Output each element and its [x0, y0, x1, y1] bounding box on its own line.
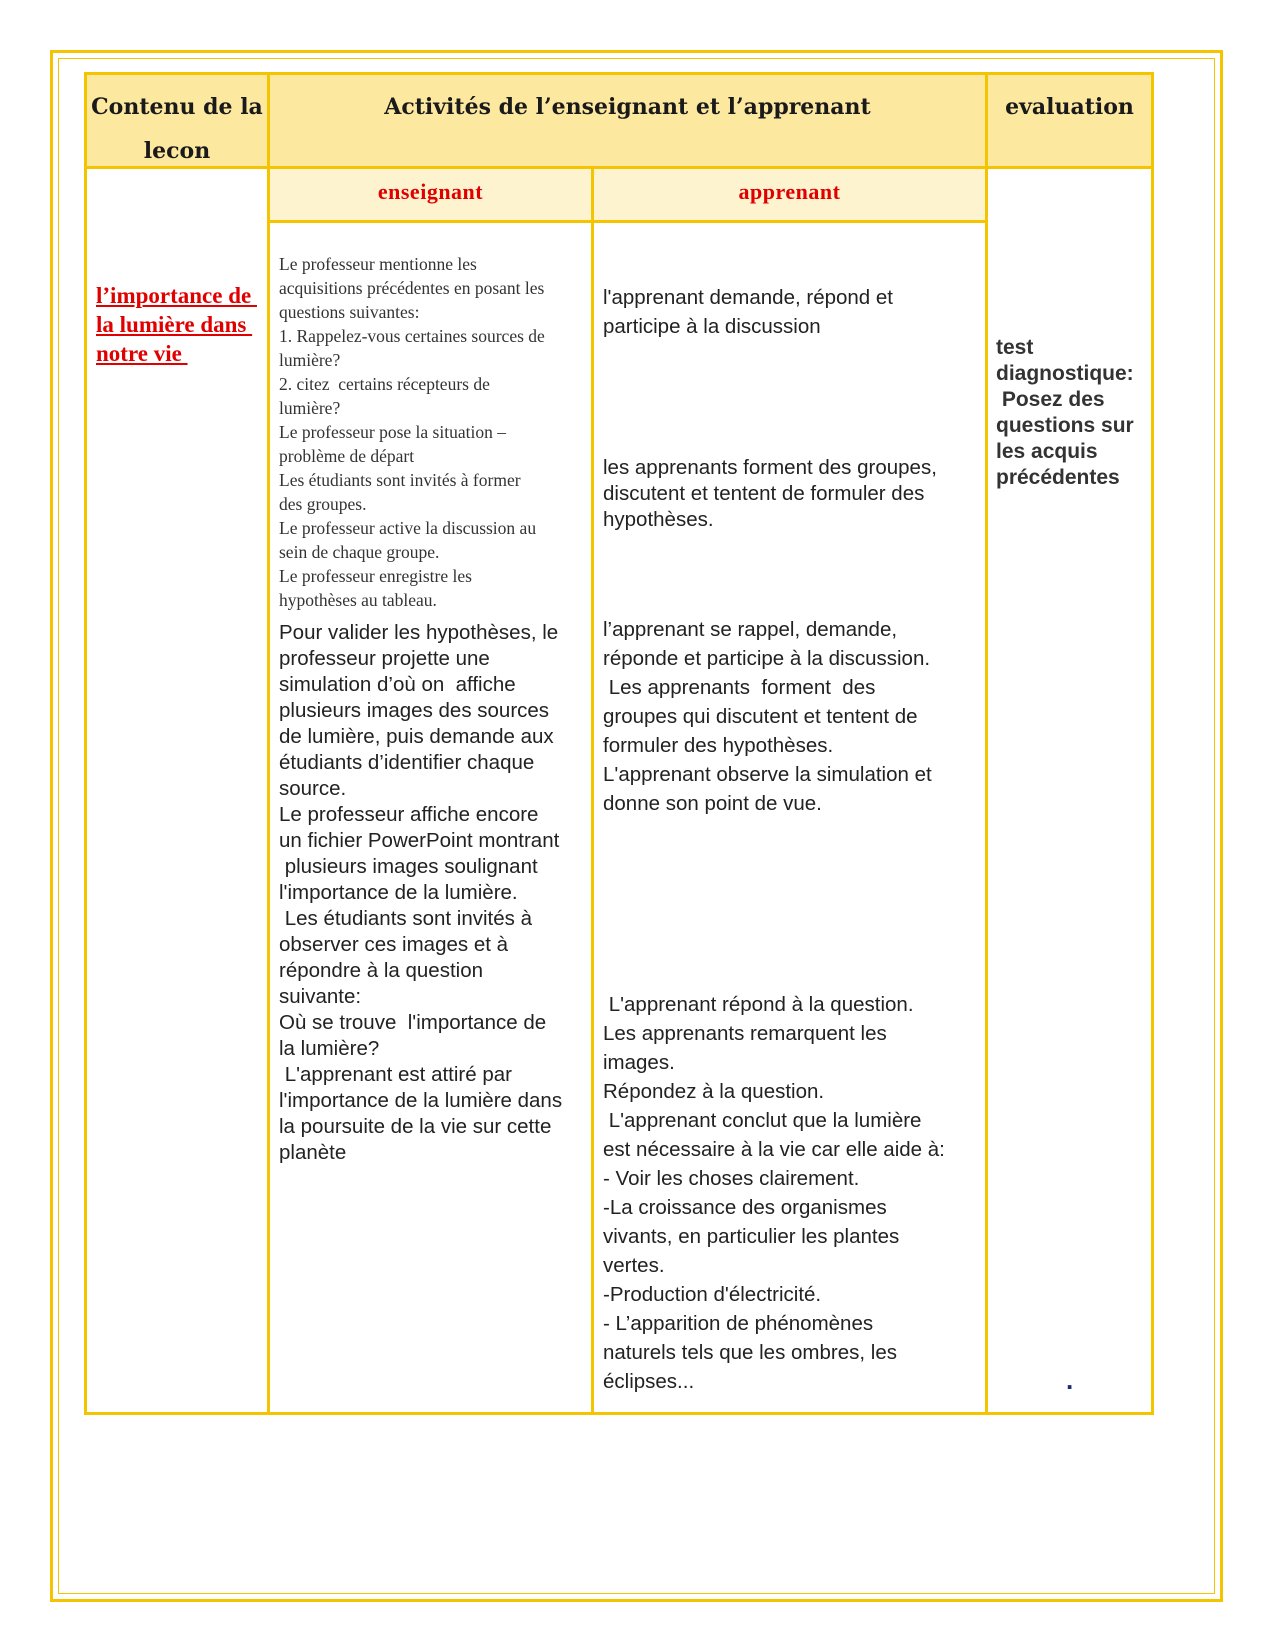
apprenant-block-3: [603, 615, 932, 818]
evaluation-line-1: test: [996, 336, 1034, 359]
header-content-line2: lecon: [143, 138, 211, 164]
evaluation-line-5: les acquis: [996, 440, 1098, 463]
enseignant-block-2-line: L'apprenant est attiré par: [279, 1063, 512, 1086]
topic-line-3: notre vie: [96, 341, 188, 366]
enseignant-block-2-line: la lumière?: [279, 1037, 380, 1060]
apprenant-block-3-line: donne son point de vue.: [603, 792, 822, 815]
apprenant-block-2: [603, 455, 937, 533]
apprenant-block-1-line: l'apprenant demande, répond et: [603, 286, 893, 309]
enseignant-block-2-line: observer ces images et à: [279, 933, 509, 956]
enseignant-block-1: [279, 252, 545, 612]
enseignant-block-1-line: problème de départ: [279, 446, 415, 466]
apprenant-block-3-line: Les apprenants forment des: [603, 676, 876, 699]
enseignant-block-2-line: planète: [279, 1141, 347, 1164]
header-cell-activities: [267, 72, 988, 169]
enseignant-block-2-line: de lumière, puis demande aux: [279, 725, 554, 748]
header-activities-title: Activités de l’enseignant et l’apprenant: [384, 94, 871, 120]
apprenant-block-1-line: participe à la discussion: [603, 315, 821, 338]
enseignant-block-2-line: répondre à la question: [279, 959, 484, 982]
enseignant-block-1-line: Le professeur pose la situation –: [279, 422, 506, 442]
evaluation-cell: [985, 166, 1154, 1415]
enseignant-block-1-line: acquisitions précédentes en posant les: [279, 278, 545, 298]
apprenant-block-4-line: L'apprenant conclut que la lumière: [603, 1109, 922, 1132]
subheader-apprenant-label: apprenant: [738, 179, 841, 204]
evaluation-dot: .: [1066, 1365, 1074, 1395]
enseignant-block-1-line: questions suivantes:: [279, 302, 420, 322]
apprenant-block-4-line: Répondez à la question.: [603, 1080, 825, 1103]
apprenant-block-3-line: l’apprenant se rappel, demande,: [603, 618, 898, 641]
apprenant-block-4-line: naturels tels que les ombres, les: [603, 1341, 897, 1364]
enseignant-block-2-line: l'importance de la lumière dans: [279, 1089, 563, 1112]
apprenant-block-4-line: vivants, en particulier les plantes: [603, 1225, 900, 1248]
header-cell-evaluation: [985, 72, 1154, 169]
enseignant-block-1-line: lumière?: [279, 350, 341, 370]
topic-line-2: la lumière dans: [96, 312, 253, 337]
apprenant-block-4-line: -Production d'électricité.: [603, 1283, 822, 1306]
header-content-line1: Contenu de la: [91, 94, 263, 120]
enseignant-block-1-line: des groupes.: [279, 494, 367, 514]
apprenant-block-3-line: groupes qui discutent et tentent de: [603, 705, 918, 728]
apprenant-block-4-line: vertes.: [603, 1254, 665, 1277]
topic-line-1: l’importance de: [96, 283, 257, 308]
enseignant-block-1-line: Le professeur active la discussion au: [279, 518, 537, 538]
apprenant-block-4-line: images.: [603, 1051, 675, 1074]
apprenant-block-4-line: - L’apparition de phénomènes: [603, 1312, 874, 1335]
apprenant-block-3-line: L'apprenant observe la simulation et: [603, 763, 932, 786]
enseignant-block-2-line: Pour valider les hypothèses, le: [279, 621, 559, 644]
enseignant-block-2-line: Le professeur affiche encore: [279, 803, 539, 826]
subheader-enseignant: [267, 166, 594, 223]
evaluation-line-6: précédentes: [996, 466, 1120, 489]
enseignant-block-1-line: 2. citez certains récepteurs de: [279, 374, 490, 394]
apprenant-block-4-line: Les apprenants remarquent les: [603, 1022, 887, 1045]
evaluation-line-3: Posez des: [996, 388, 1105, 411]
evaluation-line-2: diagnostique:: [996, 362, 1134, 385]
header-evaluation-title: evaluation: [1005, 94, 1134, 120]
enseignant-block-2-line: un fichier PowerPoint montrant: [279, 829, 560, 852]
enseignant-block-1-line: hypothèses au tableau.: [279, 590, 437, 610]
enseignant-block-2-line: suivante:: [279, 985, 362, 1008]
apprenant-block-4-line: éclipses...: [603, 1370, 695, 1393]
content-cell: [84, 166, 270, 1415]
enseignant-block-1-line: sein de chaque groupe.: [279, 542, 440, 562]
evaluation-line-4: questions sur: [996, 414, 1134, 437]
enseignant-block-2-line: la poursuite de la vie sur cette: [279, 1115, 552, 1138]
enseignant-block-1-line: 1. Rappelez-vous certaines sources de: [279, 326, 545, 346]
enseignant-block-2-line: étudiants d’identifier chaque: [279, 751, 535, 774]
apprenant-block-2-line: hypothèses.: [603, 508, 714, 531]
enseignant-cell: [267, 220, 594, 1415]
apprenant-block-2-line: discutent et tentent de formuler des: [603, 482, 925, 505]
apprenant-block-1: [603, 283, 893, 341]
enseignant-block-1-line: Le professeur enregistre les: [279, 566, 472, 586]
apprenant-block-4-line: est nécessaire à la vie car elle aide à:: [603, 1138, 945, 1161]
apprenant-block-3-line: formuler des hypothèses.: [603, 734, 834, 757]
enseignant-block-2-line: professeur projette une: [279, 647, 490, 670]
apprenant-block-4-line: L'apprenant répond à la question.: [603, 993, 914, 1016]
enseignant-block-2: [279, 620, 562, 1166]
enseignant-block-2-line: Où se trouve l'importance de: [279, 1011, 547, 1034]
enseignant-block-1-line: Le professeur mentionne les: [279, 254, 477, 274]
apprenant-cell: [591, 220, 988, 1415]
enseignant-block-2-line: simulation d’où on affiche: [279, 673, 516, 696]
enseignant-block-2-line: plusieurs images soulignant: [279, 855, 538, 878]
enseignant-block-2-line: plusieurs images des sources: [279, 699, 550, 722]
enseignant-block-1-line: lumière?: [279, 398, 341, 418]
enseignant-block-1-line: Les étudiants sont invités à former: [279, 470, 521, 490]
header-cell-content: [84, 72, 270, 169]
subheader-apprenant: [591, 166, 988, 223]
apprenant-block-4-line: -La croissance des organismes: [603, 1196, 887, 1219]
enseignant-block-2-line: l'importance de la lumière.: [279, 881, 518, 904]
subheader-enseignant-label: enseignant: [377, 179, 484, 204]
enseignant-block-2-line: Les étudiants sont invités à: [279, 907, 532, 930]
apprenant-block-2-line: les apprenants forment des groupes,: [603, 456, 937, 479]
enseignant-block-2-line: source.: [279, 777, 347, 800]
apprenant-block-4-line: - Voir les choses clairement.: [603, 1167, 860, 1190]
apprenant-block-3-line: réponde et participe à la discussion.: [603, 647, 931, 670]
apprenant-block-4: [603, 990, 945, 1396]
